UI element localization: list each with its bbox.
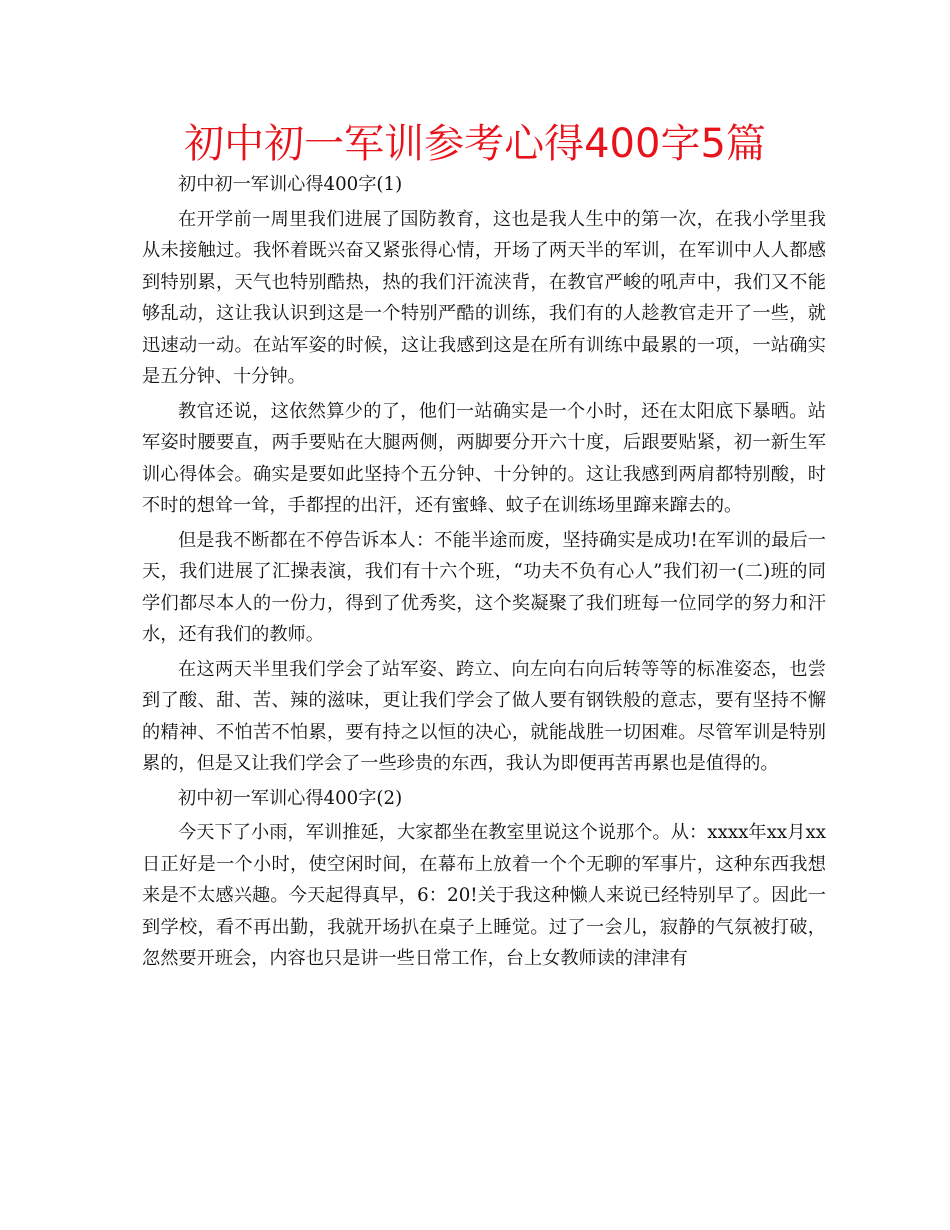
document-body <box>142 166 826 975</box>
section-heading: 初中初一军训心得400字(1) <box>178 174 403 195</box>
paragraph: 在开学前一周里我们进展了国防教育，这也是我人生中的第一次，在我小学里我从未接触过。我怀着既兴奋又紧张得心情，开场了两天半的军训，在军训中人人都感到特别累，天气也特别酷热，热的我们汗流浃背，在教官严峻的吼声中，我们又不能够乱动，这让我认识到这是一个特别严酷的训练，我们有的人趁教官走开了一些，就迅速动一动。在站军姿的时候，这让我感到这是在所有训练中最累的一项，一站确实是五分钟、十分钟。 <box>142 208 826 387</box>
paragraph: 但是我不断都在不停告诉本人：不能半途而废，坚持确实是成功!在军训的最后一天，我们进展了汇操表演，我们有十六个班，“功夫不负有心人”我们初一(二)班的同学们都尽本人的一份力，得到了优秀奖，这个奖凝聚了我们班每一位同学的努力和汗水，还有我们的教师。 <box>142 529 826 645</box>
paragraph: 今天下了小雨，军训推延，大家都坐在教室里说这个说那个。从：xxxx年xx月xx日正好是一个小时，使空闲时间，在幕布上放着一个个无聊的军事片，这种东西我想来是不太感兴趣。今天起得真早，6：20!关于我这种懒人来说已经特别早了。因此一到学校，看不再出勤，我就开场扒在桌子上睡觉。过了一会儿，寂静的气氛被打破，忽然要开班会，内容也只是讲一些日常工作，台上女教师读的津津有 <box>142 822 826 969</box>
paragraph: 在这两天半里我们学会了站军姿、跨立、向左向右向后转等等的标准姿态，也尝到了酸、甜、苦、辣的滋味，更让我们学会了做人要有钢铁般的意志，要有坚持不懈的精神、不怕苦不怕累，要有持之以恒的决心，就能战胜一切困难。尽管军训是特别累的，但是又让我们学会了一些珍贵的东西，我认为即便再苦再累也是值得的。 <box>142 658 826 774</box>
section-heading: 初中初一军训心得400字(2) <box>178 787 403 809</box>
paragraph: 教官还说，这依然算少的了，他们一站确实是一个小时，还在太阳底下暴晒。站军姿时腰要直，两手要贴在大腿两侧，两脚要分开六十度，后跟要贴紧，初一新生军训心得体会。确实是要如此坚持个五分钟、十分钟的。这让我感到两肩都特别酸，时不时的想耸一耸，手都捏的出汗，还有蜜蜂、蚊子在训练场里蹿来蹿去的。 <box>142 400 826 516</box>
document-title: 初中初一军训参考心得400字5篇 <box>184 121 766 167</box>
